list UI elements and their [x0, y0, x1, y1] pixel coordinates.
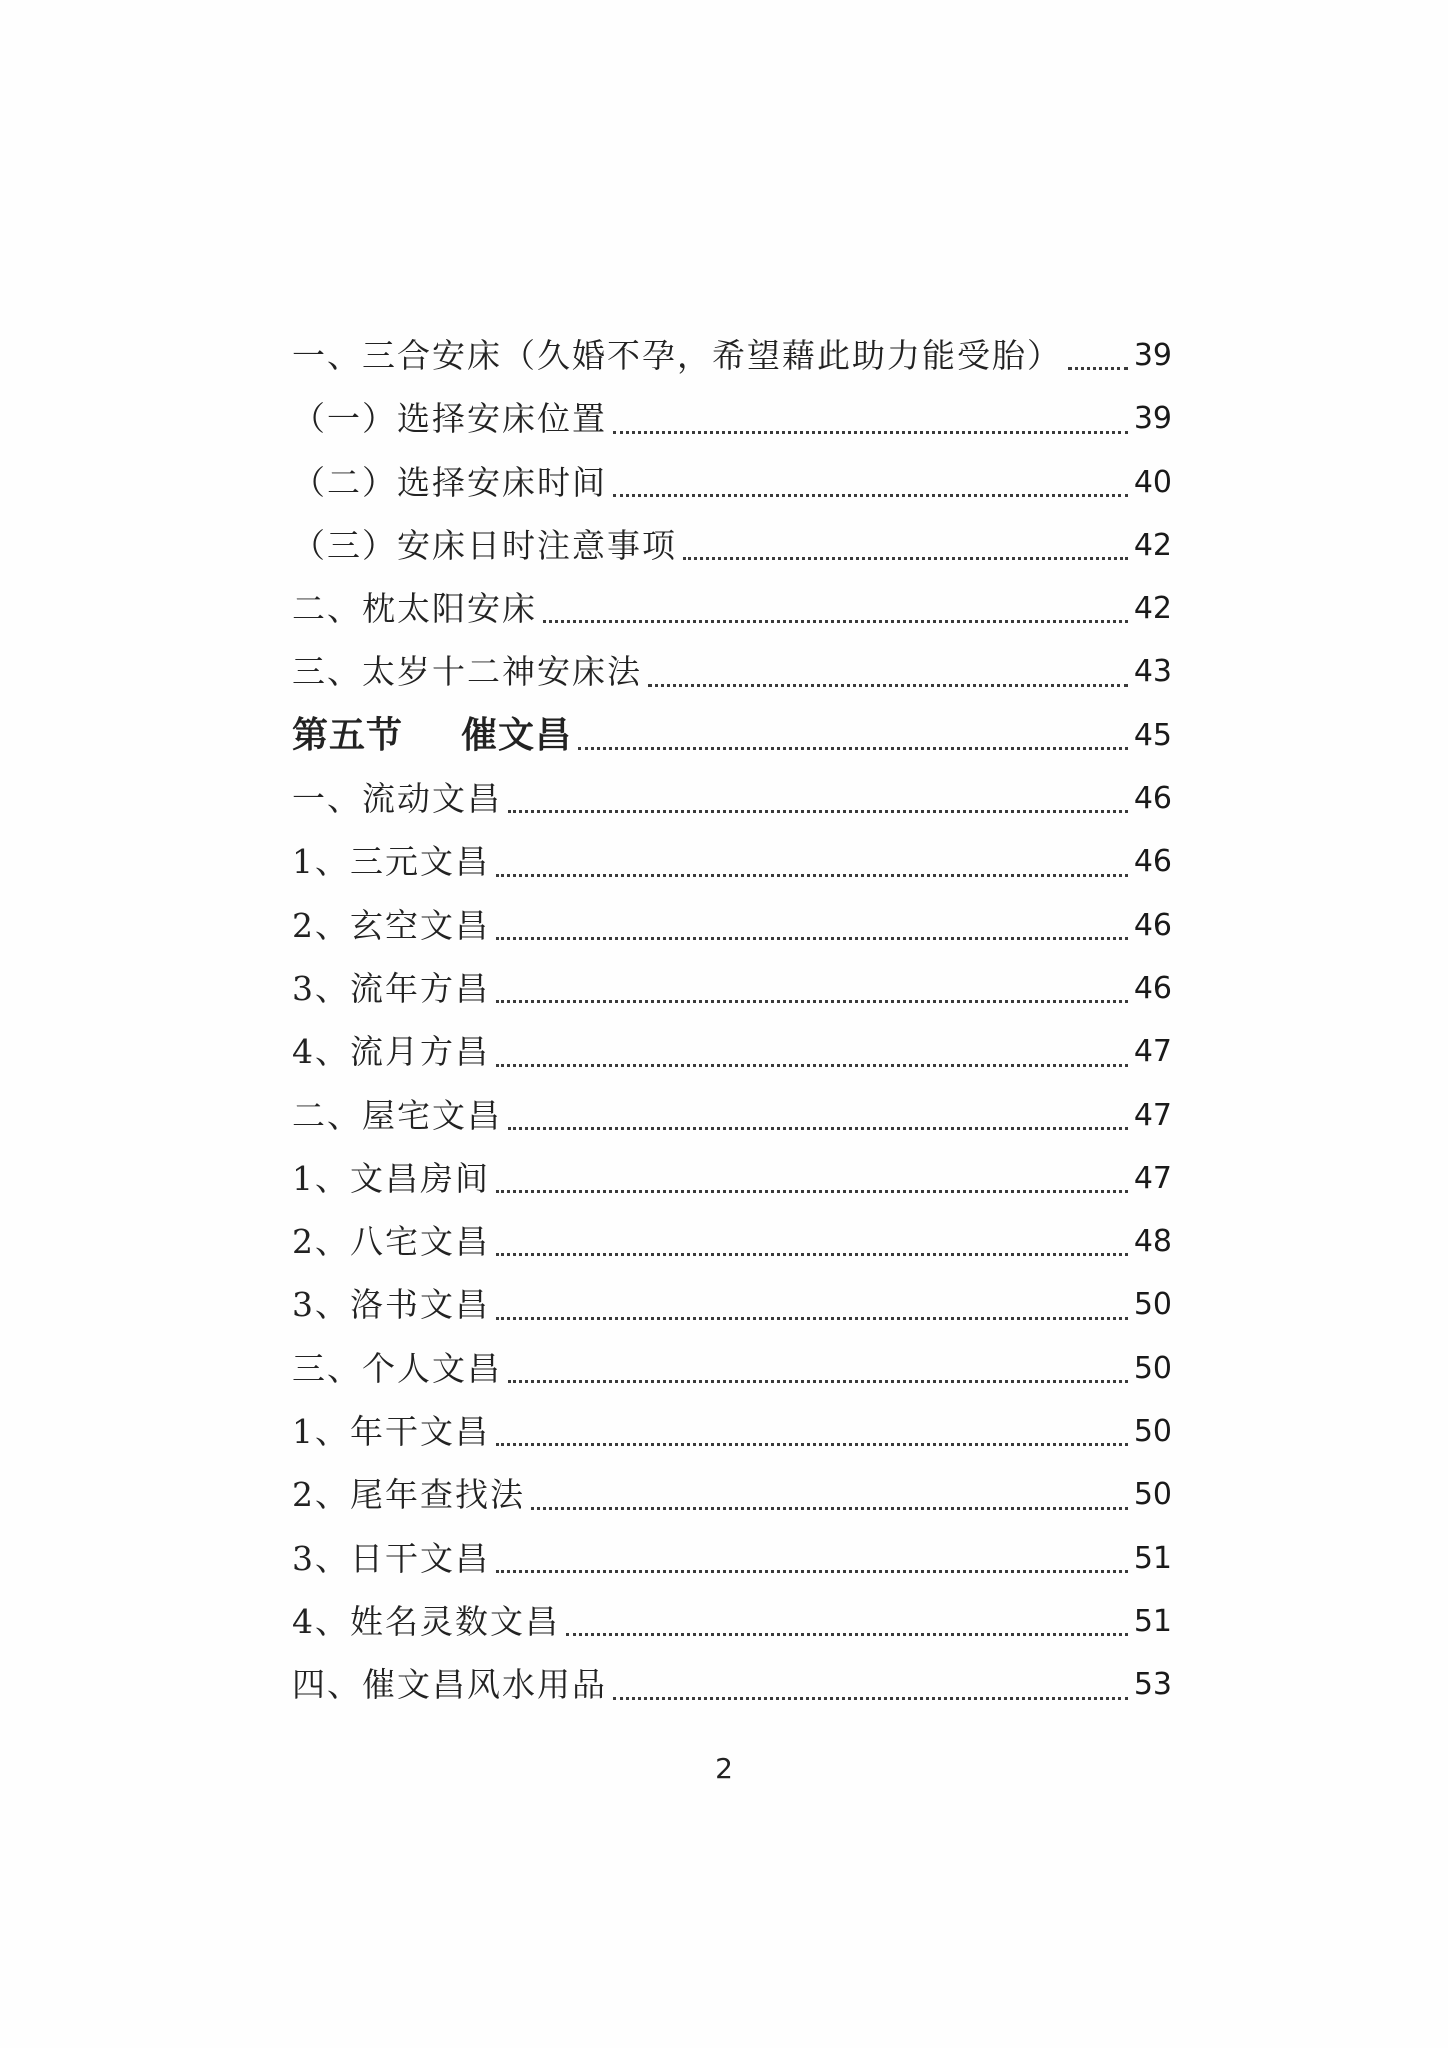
- toc-entry-title: 二、屋宅文昌: [292, 1095, 502, 1135]
- toc-section-title: [292, 704, 572, 767]
- section-name: 催文昌: [461, 714, 573, 756]
- toc-entry-title: 2、玄空文昌: [292, 905, 490, 945]
- toc-entry-title: 三、个人文昌: [292, 1348, 502, 1388]
- toc-entry-page: 53: [1133, 1667, 1172, 1703]
- dot-leader: [496, 1000, 1128, 1003]
- toc-entry-title: 1、文昌房间: [292, 1158, 490, 1198]
- dot-leader: [496, 1317, 1128, 1320]
- toc-entry-page: 48: [1133, 1224, 1172, 1260]
- toc-entry-page: 39: [1133, 401, 1172, 437]
- dot-leader: [508, 810, 1128, 813]
- toc-entry[interactable]: [292, 387, 1172, 450]
- toc-entry-page: 42: [1133, 591, 1172, 627]
- toc-entry-page: 40: [1133, 464, 1172, 500]
- toc-entry-title: 二、枕太阳安床: [292, 589, 537, 629]
- toc-entry-page: 46: [1133, 844, 1172, 880]
- toc-entry[interactable]: [292, 830, 1172, 893]
- toc-entry[interactable]: [292, 767, 1172, 830]
- toc-entry[interactable]: [292, 1590, 1172, 1653]
- toc-entry-title: 四、催文昌风水用品: [292, 1665, 607, 1705]
- toc-entry-title: 一、三合安床（久婚不孕，希望藉此助力能受胎）: [292, 336, 1062, 375]
- toc-entry-page: 51: [1133, 1540, 1172, 1576]
- toc-entry-title: 3、日干文昌: [292, 1538, 490, 1578]
- toc-entry[interactable]: [292, 640, 1172, 703]
- toc-entry-page: 50: [1133, 1414, 1172, 1450]
- toc-entry-title: （一）选择安床位置: [292, 399, 607, 439]
- dot-leader: [613, 494, 1128, 497]
- section-number: 第五节: [292, 714, 404, 756]
- dot-leader: [566, 1633, 1128, 1636]
- dot-leader: [648, 684, 1128, 687]
- toc-entry-page: 46: [1133, 781, 1172, 817]
- toc-entry-title: 2、八宅文昌: [292, 1222, 490, 1262]
- toc-entry-title: 1、三元文昌: [292, 842, 490, 882]
- toc-entry-page: 42: [1133, 527, 1172, 563]
- toc-entry[interactable]: [292, 1337, 1172, 1400]
- toc-entry[interactable]: [292, 1084, 1172, 1147]
- toc-entry[interactable]: [292, 324, 1172, 387]
- toc-entry-page: 50: [1133, 1350, 1172, 1386]
- dot-leader: [508, 1127, 1128, 1130]
- dot-leader: [578, 747, 1128, 750]
- dot-leader: [613, 1697, 1128, 1700]
- toc-entry-title: 4、姓名灵数文昌: [292, 1601, 560, 1641]
- dot-leader: [496, 1190, 1128, 1193]
- toc-entry-page: 39: [1133, 338, 1172, 373]
- toc-entry[interactable]: [292, 1210, 1172, 1273]
- dot-leader: [543, 620, 1128, 623]
- dot-leader: [496, 937, 1128, 940]
- toc-entry[interactable]: [292, 1463, 1172, 1526]
- dot-leader: [613, 431, 1128, 434]
- toc-entry-title: 4、流月方昌: [292, 1032, 490, 1072]
- toc-entry-title: 2、尾年查找法: [292, 1475, 525, 1515]
- toc-entry-page: 43: [1133, 654, 1172, 690]
- toc-entry-page: 47: [1133, 1034, 1172, 1070]
- toc-entry[interactable]: [292, 1020, 1172, 1083]
- toc-entry-page: 47: [1133, 1097, 1172, 1133]
- toc-entry[interactable]: [292, 1147, 1172, 1210]
- table-of-contents: [292, 324, 1172, 1717]
- toc-entry-page: 51: [1133, 1603, 1172, 1639]
- toc-entry[interactable]: [292, 514, 1172, 577]
- toc-entry[interactable]: [292, 577, 1172, 640]
- toc-entry-title: （三）安床日时注意事项: [292, 525, 677, 565]
- dot-leader: [508, 1380, 1128, 1383]
- toc-entry[interactable]: [292, 1653, 1172, 1716]
- toc-entry-page: 45: [1133, 717, 1172, 753]
- page-number: 2: [715, 1752, 733, 1785]
- dot-leader: [496, 1443, 1128, 1446]
- dot-leader: [531, 1507, 1128, 1510]
- dot-leader: [683, 557, 1128, 560]
- toc-section-heading[interactable]: [292, 704, 1172, 767]
- toc-entry[interactable]: [292, 1527, 1172, 1590]
- toc-entry-title: 1、年干文昌: [292, 1412, 490, 1452]
- dot-leader: [1068, 367, 1128, 370]
- dot-leader: [496, 874, 1128, 877]
- dot-leader: [496, 1064, 1128, 1067]
- toc-entry-title: （二）选择安床时间: [292, 462, 607, 502]
- toc-entry-page: 46: [1133, 907, 1172, 943]
- toc-entry[interactable]: [292, 894, 1172, 957]
- toc-entry-page: 47: [1133, 1160, 1172, 1196]
- toc-entry-title: 三、太岁十二神安床法: [292, 652, 642, 692]
- toc-entry-page: 46: [1133, 970, 1172, 1006]
- toc-entry-page: 50: [1133, 1287, 1172, 1323]
- toc-entry-title: 3、洛书文昌: [292, 1285, 490, 1325]
- toc-entry[interactable]: [292, 957, 1172, 1020]
- dot-leader: [496, 1570, 1128, 1573]
- toc-entry[interactable]: [292, 1273, 1172, 1336]
- toc-entry[interactable]: [292, 1400, 1172, 1463]
- toc-entry-page: 50: [1133, 1477, 1172, 1513]
- toc-entry[interactable]: [292, 451, 1172, 514]
- dot-leader: [496, 1253, 1128, 1256]
- toc-entry-title: 3、流年方昌: [292, 968, 490, 1008]
- toc-entry-title: 一、流动文昌: [292, 779, 502, 819]
